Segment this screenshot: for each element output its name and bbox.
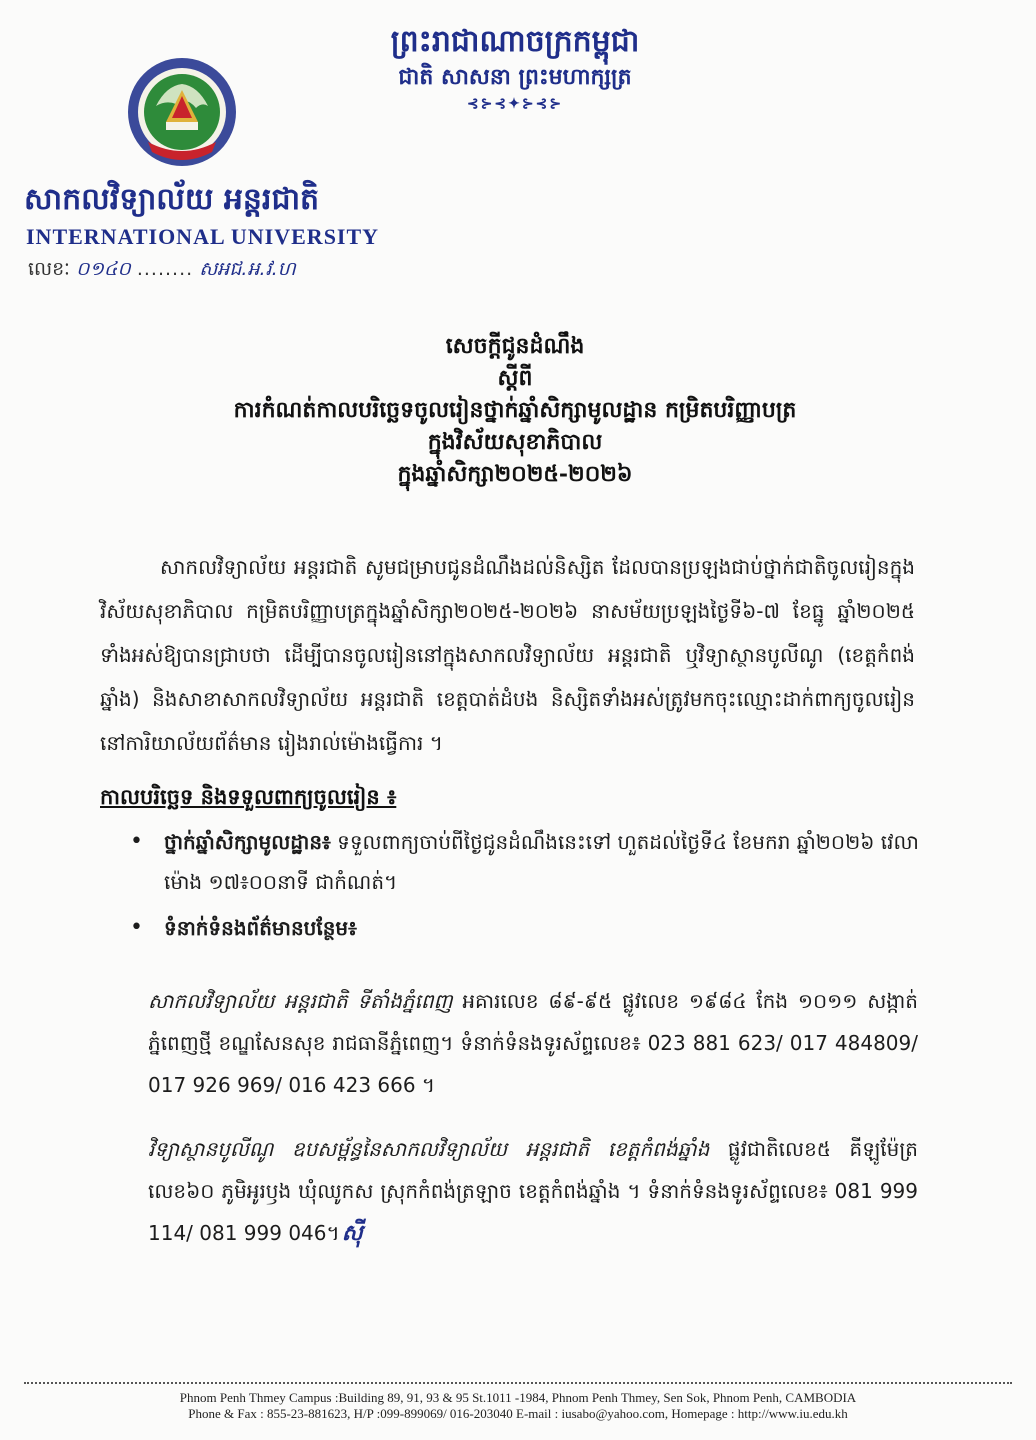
- handwritten-initials: ស៊ី: [341, 1221, 363, 1246]
- university-logo: [126, 56, 238, 168]
- notice-academic-year: ក្នុងឆ្នាំសិក្សា២០២៥-២០២៦: [397, 461, 633, 487]
- bullet-icon: •: [130, 829, 143, 854]
- bullet-icon: •: [130, 915, 143, 940]
- notice-title-block: [120, 330, 910, 490]
- footer-divider: [24, 1382, 1012, 1384]
- nation-motto: ជាតិ សាសនា ព្រះមហាក្សត្រ: [398, 64, 632, 90]
- bullet-list: [130, 822, 920, 948]
- notice-subject: ការកំណត់កាលបរិច្ឆេទចូលរៀនថ្នាក់ឆ្នាំសិក្សាមូលដ្ឋាន កម្រិតបរិញ្ញាបត្រ: [233, 397, 797, 423]
- university-name-english: INTERNATIONAL UNIVERSITY: [26, 224, 380, 249]
- contact-text: អគារលេខ ៨៩-៩៥ ផ្លូវលេខ ១៩៨៤ កែង ១០១១ សង្កាត់ភ្នំពេញថ្មី ខណ្ឌសែនសុខ រាជធានីភ្នំពេញ។ ទំនាក់ទំនងទូរស័ព្ទលេខ៖ 023 881 623/ 017 484809/ 017 926 969/ 016 423 666 ។: [148, 989, 918, 1097]
- footer: [24, 1390, 1012, 1422]
- university-name-khmer: សាកលវិទ្យាល័យ អន្តរជាតិ: [24, 182, 320, 217]
- ref-dots: ........: [136, 258, 194, 280]
- ref-code: សអជ.អ.វ.ហ: [199, 258, 296, 280]
- ref-label: លេខៈ: [28, 258, 70, 280]
- ornament-divider: ⊰⊱⊰✦⊱⊰⊱: [466, 96, 564, 112]
- bullet-item-deadline: [130, 822, 920, 902]
- kingdom-title: ព្រះរាជាណាចក្រកម្ពុជា: [390, 24, 640, 59]
- bullet-item-contact: [130, 908, 920, 948]
- kingdom-header: [300, 22, 730, 114]
- contact-kampong-chhnang: [148, 1128, 918, 1255]
- contact-phnom-penh: [148, 980, 918, 1106]
- notice-sector: ក្នុងវិស័យសុខាភិបាល: [427, 429, 603, 455]
- notice-title: សេចក្តីជូនដំណឹង: [445, 333, 585, 359]
- notice-about: ស្តីពី: [497, 365, 533, 391]
- bullet-text: ទទួលពាក្យចាប់ពីថ្ងៃជូនដំណឹងនេះទៅ ហួតដល់ថ្ងៃទី៤ ខែមករា ឆ្នាំ២០២៦ វេលាម៉ោង ១៧៖០០នាទី ជាកំណត់។: [164, 830, 919, 894]
- notice-paragraph: សាកលវិទ្យាល័យ អន្តរជាតិ សូមជម្រាបជូនដំណឹងដល់និស្សិត ដែលបានប្រឡងជាប់ថ្នាក់ជាតិចូលរៀនក្នុងវិស័យសុខាភិបាល កម្រិតបរិញ្ញាបត្រក្នុងឆ្នាំសិក្សា២០២៥-២០២៦ នាសម័យប្រឡងថ្ងៃទី៦-៧ ខែធ្នូ ឆ្នាំ២០២៥ ទាំងអស់ឱ្យបានជ្រាបថា ដើម្បីបានចូលរៀននៅក្នុងសាកលវិទ្យាល័យ អន្តរជាតិ ឬវិទ្យាស្ថានបូលីណូ (ខេត្តកំពង់ឆ្នាំង) និងសាខាសាកលវិទ្យាល័យ អន្តរជាតិ ខេត្តបាត់ដំបង និស្សិតទាំងអស់ត្រូវមកចុះឈ្មោះដាក់ពាក្យចូលរៀន នៅការិយាល័យព័ត៌មាន រៀងរាល់ម៉ោងធ្វើការ ។: [100, 555, 915, 755]
- footer-address: Phnom Penh Thmey Campus :Building 89, 91, 93 & 95 St.1011 -1984, Phnom Penh Thmey, Sen Sok, Phnom Penh, CAMBODIA: [179, 1390, 857, 1405]
- footer-contacts: Phone & Fax : 855-23-881623, H/P :099-899069/ 016-203040 E-mail : iusabo@yahoo.com, Homepage : http://www.iu.edu.kh: [188, 1406, 848, 1421]
- contact-text: ផ្លូវជាតិលេខ៥ គីឡូម៉ែត្រលេខ៦០ ភូមិអូរឫង ឃុំឈូកស ស្រុកកំពង់ត្រឡាច ខេត្តកំពង់ឆ្នាំង ។ ទំនាក់ទំនងទូរស័ព្ទលេខ៖ 081 999 114/ 081 999 046។: [148, 1137, 918, 1245]
- section-heading: កាលបរិច្ឆេទ និងទទួលពាក្យចូលរៀន ៖: [100, 785, 397, 809]
- contact-lead: សាកលវិទ្យាល័យ អន្តរជាតិ ទីតាំងភ្នំពេញ: [148, 989, 453, 1013]
- ref-number: ០១៤០: [76, 258, 131, 280]
- notice-body: [100, 545, 915, 765]
- contact-lead: វិទ្យាស្ថានបូលីណូ ឧបសម្ព័ន្ធនៃសាកលវិទ្យាល័យ អន្តរជាតិ ខេត្តកំពង់ឆ្នាំង: [148, 1137, 710, 1161]
- bullet-lead: ថ្នាក់ឆ្នាំសិក្សាមូលដ្ឋាន៖: [164, 830, 331, 854]
- reference-number: [28, 254, 358, 284]
- bullet-lead: ទំនាក់ទំនងព័ត៌មានបន្ថែម៖: [164, 916, 357, 940]
